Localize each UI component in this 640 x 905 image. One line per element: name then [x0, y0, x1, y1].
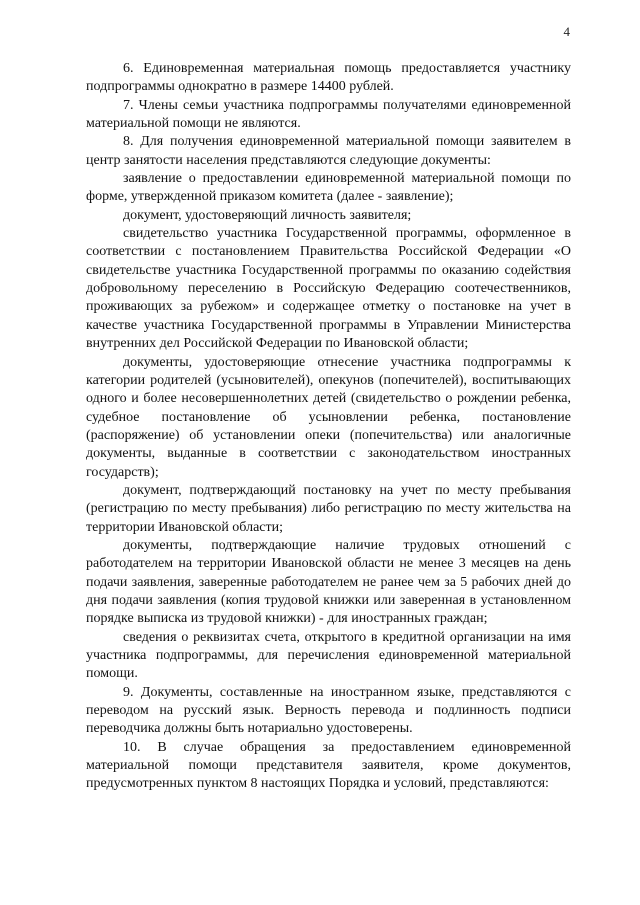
list-item-participant-certificate: свидетельство участника Государственной программы, оформленное в соответствии с постановлением Правительства Российской Федерации «О свидетельстве участника Государственной программы по оказанию содействия добровольному переселению в Российскую Федерацию соотечественников, проживающих за рубежом» и содержащее отметку о постановке на учет в качестве участника Государственной программы в Управлении Министерства внутренних дел Российской Федерации по Ивановской области;	[86, 226, 571, 352]
paragraph-10: 10. В случае обращения за предоставлением единовременной материальной помощи представителя заявителя, кроме документов, предусмотренных пунктом 8 настоящих Порядка и условий, представляются:	[86, 739, 571, 792]
list-item-bank-account-details: сведения о реквизитах счета, открытого в кредитной организации на имя участника подпрограммы, для перечисления единовременной материальной помощи.	[86, 629, 571, 682]
list-item-employment-documents: документы, подтверждающие наличие трудовых отношений с работодателем на территории Ивановской области не менее 3 месяцев на день подачи заявления, заверенные работодателем не ранее чем за 5 рабочих дней до дня подачи заявления (копия трудовой книжки или заверенная в установленном порядке выписка из трудовой книжки) - для иностранных граждан;	[86, 537, 571, 627]
paragraph-7: 7. Члены семьи участника подпрограммы получателями единовременной материальной помощи не являются.	[86, 97, 571, 132]
paragraph-9: 9. Документы, составленные на иностранном языке, представляются с переводом на русский язык. Верность перевода и подлинность подписи переводчика должны быть нотариально удостоверены.	[86, 684, 571, 737]
page-number: 4	[563, 24, 570, 39]
paragraph-6: 6. Единовременная материальная помощь предоставляется участнику подпрограммы однократно в размере 14400 рублей.	[86, 61, 571, 95]
list-item-application: заявление о предоставлении единовременной материальной помощи по форме, утвержденной приказом комитета (далее - заявление);	[86, 171, 571, 205]
list-item-parent-category-documents: документы, удостоверяющие отнесение участника подпрограммы к категории родителей (усыновителей), опекунов (попечителей), воспитывающих одного и более несовершеннолетних детей (свидетельство о рождении ребенка, судебное постановление об усыновлении ребенка, постановление (распоряжение) об установлении опеки (попечительства) или аналогичные документы, выданные в соответствии с законодательством иностранных государств);	[86, 354, 571, 480]
list-item-identity-document: документ, удостоверяющий личность заявителя;	[123, 207, 412, 223]
list-item-registration-document: документ, подтверждающий постановку на учет по месту пребывания (регистрацию по месту пребывания) либо регистрацию по месту жительства на территории Ивановской области;	[86, 482, 571, 535]
paragraph-8: 8. Для получения единовременной материальной помощи заявителем в центр занятости населения представляются следующие документы:	[86, 134, 571, 168]
document-body	[86, 60, 571, 794]
